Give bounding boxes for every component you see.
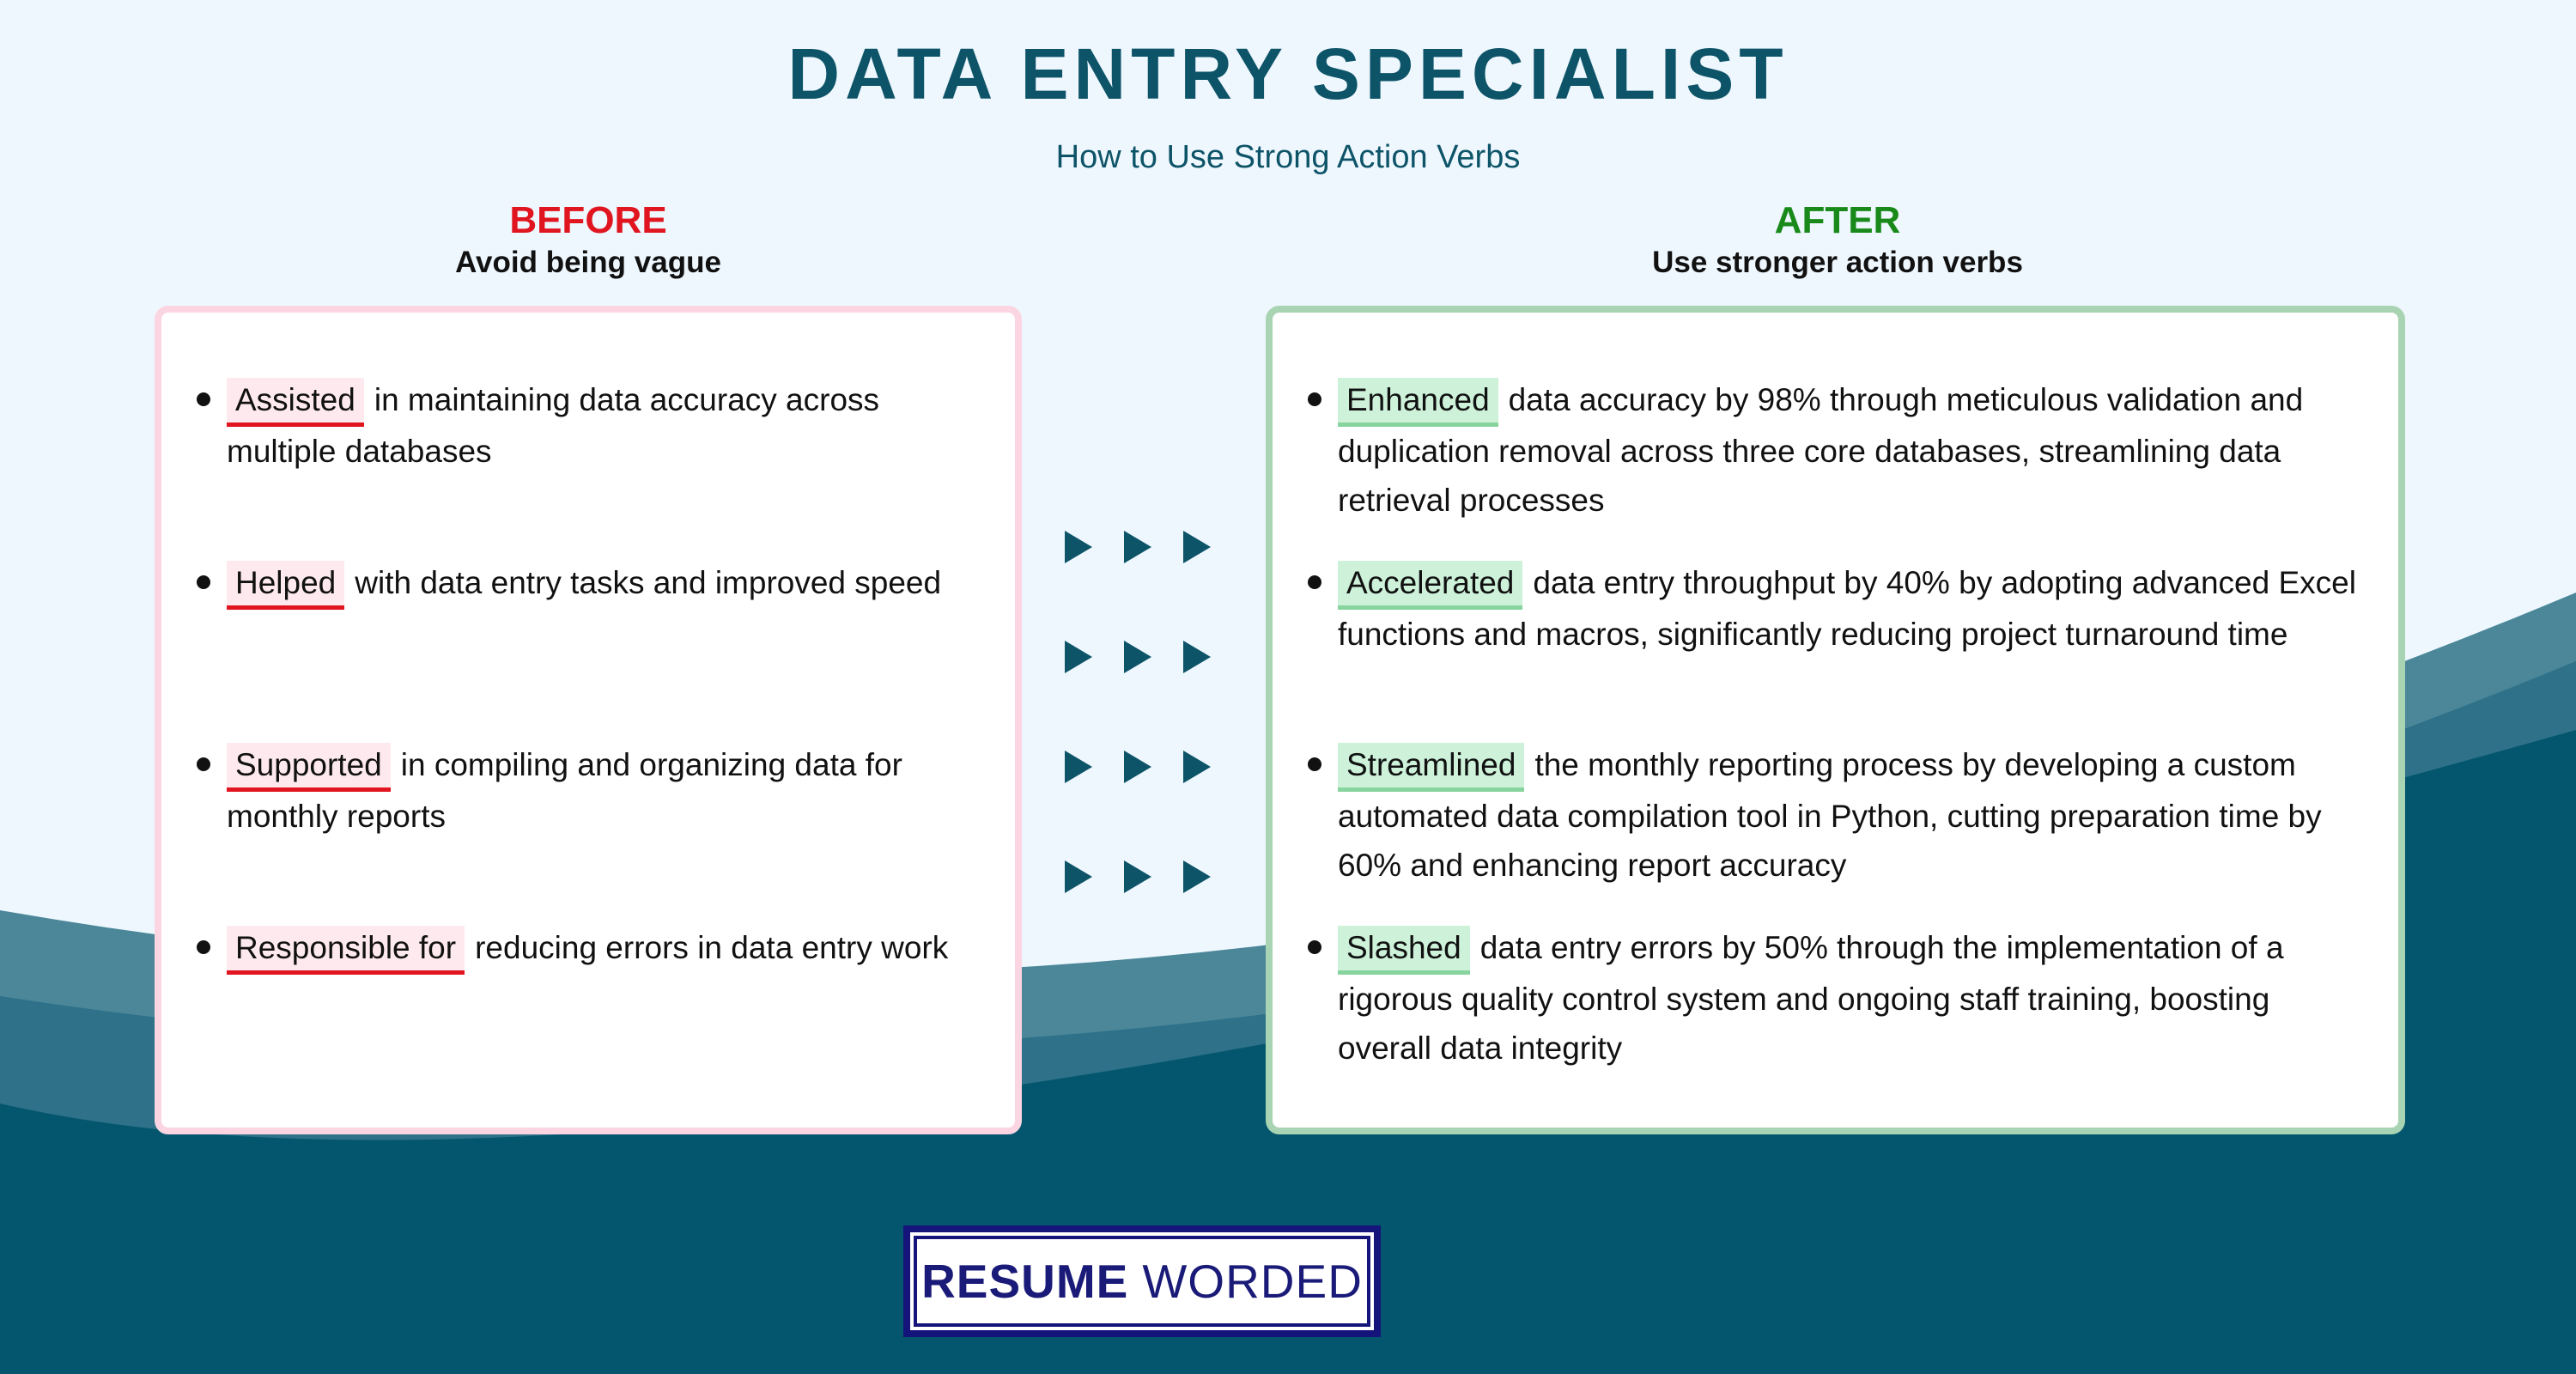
resume-worded-logo[interactable]	[903, 1225, 1381, 1337]
bullet-dot-icon	[1308, 940, 1321, 954]
before-item	[227, 375, 982, 476]
after-item-text: the monthly reporting process by developing a custom automated data compilation tool in Python, cutting preparation time by 60% and enhancing report accuracy	[1338, 747, 2322, 883]
strong-verb-highlight: Slashed	[1338, 926, 1470, 975]
before-item	[227, 740, 982, 841]
before-label: BEFORE	[509, 199, 667, 241]
before-panel	[155, 306, 1022, 1134]
logo-regular-text: WORDED	[1142, 1255, 1363, 1308]
triangle-right-icon	[1065, 641, 1092, 673]
strong-verb-highlight: Enhanced	[1338, 378, 1498, 427]
bullet-dot-icon	[197, 575, 210, 589]
logo-bold-text: RESUME	[921, 1255, 1129, 1308]
page-title: DATA ENTRY SPECIALIST	[787, 33, 1789, 114]
bullet-dot-icon	[1308, 757, 1321, 771]
before-item	[227, 558, 982, 610]
weak-verb-highlight: Helped	[227, 561, 344, 610]
triangle-right-icon	[1065, 751, 1092, 783]
triangle-right-icon	[1065, 531, 1092, 563]
before-item-text: in maintaining data accuracy across multiple databases	[227, 382, 880, 469]
after-item	[1338, 740, 2368, 890]
weak-verb-highlight: Supported	[227, 743, 391, 792]
triangle-right-icon	[1183, 641, 1211, 673]
after-item-text: data entry errors by 50% through the implementation of a rigorous quality control system and ongoing staff training, boosting overall data integrity	[1338, 930, 2284, 1066]
after-header	[1271, 199, 2404, 282]
triangle-right-icon	[1183, 860, 1211, 893]
after-item-text: data entry throughput by 40% by adopting advanced Excel functions and macros, significantly reducing project turnaround time	[1338, 565, 2356, 652]
bullet-dot-icon	[197, 392, 210, 406]
bullet-dot-icon	[1308, 575, 1321, 589]
before-header	[159, 199, 1018, 282]
strong-verb-highlight: Accelerated	[1338, 561, 1522, 610]
triangle-right-icon	[1065, 860, 1092, 893]
triangle-right-icon	[1124, 531, 1151, 563]
before-item	[227, 923, 982, 975]
after-item-text: data accuracy by 98% through meticulous validation and duplication removal across three core databases, streamlining data retrieval processes	[1338, 382, 2304, 518]
after-item	[1338, 558, 2368, 659]
before-sublabel: Avoid being vague	[455, 246, 721, 279]
triangle-right-icon	[1124, 860, 1151, 893]
arrow-row	[1065, 857, 1211, 897]
arrow-row	[1065, 527, 1211, 567]
weak-verb-highlight: Responsible for	[227, 926, 465, 975]
bullet-dot-icon	[197, 940, 210, 954]
bullet-dot-icon	[197, 757, 210, 771]
page-subtitle: How to Use Strong Action Verbs	[1055, 139, 1521, 175]
before-item-text: reducing errors in data entry work	[475, 930, 949, 965]
after-item	[1338, 375, 2368, 525]
arrow-row	[1065, 747, 1211, 787]
before-item-text: in compiling and organizing data for monthly reports	[227, 747, 902, 834]
before-item-text: with data entry tasks and improved speed	[355, 565, 942, 600]
bullet-dot-icon	[1308, 392, 1321, 406]
after-label: AFTER	[1774, 199, 1901, 241]
triangle-right-icon	[1183, 751, 1211, 783]
triangle-right-icon	[1124, 641, 1151, 673]
arrow-row	[1065, 637, 1211, 677]
after-item	[1338, 923, 2368, 1073]
triangle-right-icon	[1183, 531, 1211, 563]
strong-verb-highlight: Streamlined	[1338, 743, 1524, 792]
after-sublabel: Use stronger action verbs	[1652, 246, 2023, 279]
after-panel	[1266, 306, 2405, 1134]
triangle-right-icon	[1124, 751, 1151, 783]
weak-verb-highlight: Assisted	[227, 378, 364, 427]
